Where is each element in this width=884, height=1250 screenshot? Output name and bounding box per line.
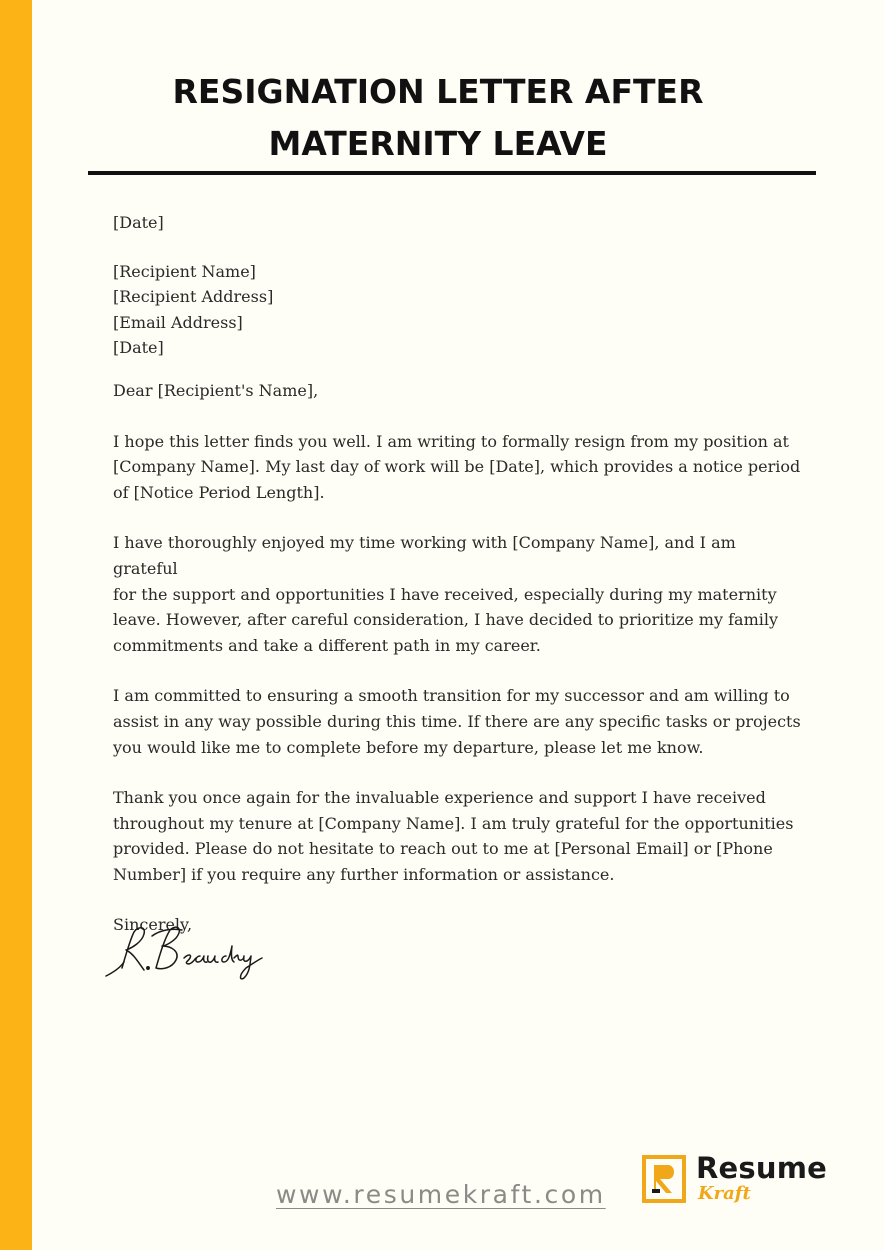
- logo-word-kraft: Kraft: [698, 1183, 751, 1204]
- recipient-name: [Recipient Name]: [113, 261, 256, 281]
- logo-word-resume: Resume: [696, 1151, 827, 1185]
- letter-body: [113, 210, 803, 938]
- handwritten-signature: [100, 918, 270, 984]
- recipient-block: [113, 259, 803, 361]
- letter-title: [88, 66, 788, 170]
- footer-website-url[interactable]: www.resumekraft.com: [276, 1180, 606, 1209]
- side-accent-stripe: [0, 0, 32, 1250]
- paragraph-3: I am committed to ensuring a smooth transition for my successor and am willing to assist in any way possible during this time. If there are any specific tasks or projects you would like me to complete before my departure, please let me know.: [113, 686, 801, 757]
- recipient-email: [Email Address]: [113, 312, 243, 332]
- title-line-2: MATERNITY LEAVE: [268, 124, 608, 163]
- letter-date: [Date]: [113, 213, 164, 232]
- salutation: Dear [Recipient's Name],: [113, 380, 319, 400]
- title-line-1: RESIGNATION LETTER AFTER: [172, 72, 704, 111]
- recipient-date: [Date]: [113, 338, 164, 358]
- closing: Sincerely,: [113, 915, 193, 935]
- resumekraft-logo: [642, 1153, 832, 1209]
- paragraph-2: I have thoroughly enjoyed my time working with [Company Name], and I am grateful for the support and opportunities I have received, especially during my maternity leave. However, after careful consideration, I have decided to prioritize my family commitments and take a different path in my career.: [113, 533, 779, 655]
- title-divider: [88, 171, 816, 175]
- logo-r-icon: [642, 1155, 686, 1203]
- paragraph-1: I hope this letter finds you well. I am writing to formally resign from my position at [Company Name]. My last day of work will be [Date], which provides a notice period of [Notice Period Length].: [113, 431, 801, 502]
- recipient-address: [Recipient Address]: [113, 287, 274, 307]
- paragraph-4: Thank you once again for the invaluable experience and support I have received throughout my tenure at [Company Name]. I am truly grateful for the opportunities provided. Please do not hesitate to reach out to me at [Personal Email] or [Phone Number] if you require any further information or assistance.: [113, 788, 794, 884]
